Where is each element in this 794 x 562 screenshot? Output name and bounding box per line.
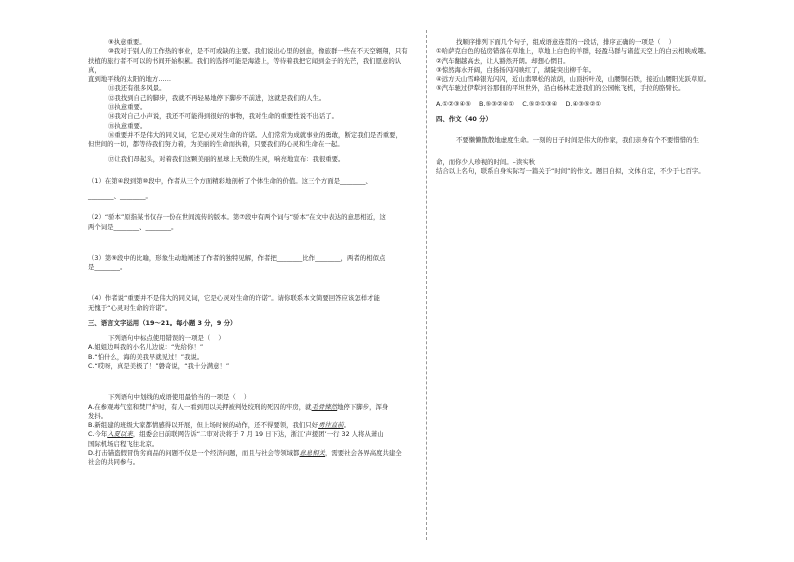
passage-line: ⑯重要并不是伟大的同义词，它是心灵对生命的许诺。人们常常为成就事业的勇敢，断定我们是否重要， bbox=[108, 130, 402, 139]
passage-line: 但世间的一切，都等待我们努力着，为美丽的生命而执着，只要我们的心灵和生命在一起。 bbox=[88, 140, 344, 149]
sentence-item: ④远方天山雪峰银光闪闪，近山翡翠松的浓荫，山顶折叶茂，山腰铜石铁，接近山腰阳光跃草原。 bbox=[436, 75, 711, 84]
option-a: A.姐姐边叫我的小名儿边说：“先给你！” bbox=[88, 343, 204, 352]
passage-line: ⑫我找到自己的脚步，我就不再轻易地停下脚步不前进，这就是我们的人生。 bbox=[108, 93, 326, 102]
essay-instructions: 结合以上名句，联系自身实际写一篇关于“时间”的作文。题目自拟，文体自定，不少于七百字。 bbox=[436, 166, 705, 175]
sentence-item: ③惊然海水开阔，白扬扬闪闪映红了，湖陡突出柳千年。 bbox=[436, 65, 596, 74]
option-a: A.在参观毒气室和焚尸炉时，有人一看到用以关押被判处绞刑的死囚的牢房，就毛骨悚然地停下脚步，浑身 bbox=[88, 402, 389, 411]
option-c: C.“哎呀，真是美极了！”磐奇说，“我十分满意！” bbox=[88, 362, 230, 371]
question-3: （3）第⑨段中的比喻，形象生动地阐述了作者的独特见解，作者把________比作________，两者的相似点 bbox=[88, 253, 386, 262]
passage-line: ⑰让我们昂起头，对着我们这颗美丽的星球上无数的生灵，响亮地宣布：我很重要。 bbox=[108, 155, 345, 164]
idiom-underlined: 毛骨悚然 bbox=[311, 402, 338, 411]
option-d-cont: 社会的共同参与。 bbox=[88, 458, 140, 467]
passage-line: 扶植的旅行者不可以的书间开始积累。我们的选择可能是海港上，等待着我把它闻到金子的光芒，我们愿意的认真， bbox=[88, 56, 402, 74]
section-4-heading: 四、作文（40 分） bbox=[436, 114, 492, 123]
question-3-blanks: 是________。 bbox=[88, 263, 127, 272]
question-4: （4）作者说“重要并不是伟大的同义词，它是心灵对生命的许诺”。请你联系本文简要回答应该怎样才能 bbox=[88, 294, 380, 303]
option-a-cont: 发抖。 bbox=[88, 411, 108, 420]
passage-line: ⑪我还有很多风景。 bbox=[108, 84, 166, 93]
left-column bbox=[88, 38, 410, 468]
option-b: B.新组建的班级大家都情感得以开展，但上场时候的动作，还不得要领，我们只好勇往直前。 bbox=[88, 421, 351, 430]
essay-quote: 不要懒懒散散地虚度生命。一刻的日子时间是伟大的作家，我们亲身有个不要惜惜的生 bbox=[456, 136, 699, 145]
passage-line: ⑩我对于别人的工作热的事业，是不可或缺的主要。我们说出心里的创意，像旅群一些在不天空翱翔，只有 bbox=[108, 47, 408, 56]
passage-line: ⑮执意重要。 bbox=[108, 121, 147, 130]
question-1-blanks: ________、________。 bbox=[88, 191, 152, 200]
idiom-underlined: 入夏以来 bbox=[107, 430, 133, 439]
idiom-underlined: 息息相关 bbox=[299, 449, 326, 457]
ordering-options: A.①②③④⑤ B.⑤③②④① C.⑤②①③④ D.④③⑤②① bbox=[436, 99, 602, 108]
sentence-item: ⑤汽车驰过伊犁河谷那佃的平坦世外，沿白杨林走进我们的公园帐飞机，手拉的胳臂长。 bbox=[436, 84, 685, 93]
question-ordering: 找顺序排列下面几个句子，组成语意连贯的一段话，排序正确的一项是（ ） bbox=[456, 38, 676, 46]
reading-passage bbox=[88, 38, 410, 165]
section-3-heading: 三、语言文字运用（19～21。每小题 3 分，9 分） bbox=[88, 318, 237, 327]
question-2: （2）“骄本”原指某书仅存一份在世间流传的版本。第⑦段中有两个词与“骄本”在文中表达的意思相近，这 bbox=[88, 213, 386, 222]
passage-line: ⑭我对自己小声说，我还不可能得到很好的事物，我对生命的重要性说不出话了。 bbox=[108, 112, 339, 121]
option-d: D.打击锚盗假冒伪劣商品的问题不仅是一个经济问题，而且与社会等领域都息息相关，需要社会各界高度共建全 bbox=[88, 449, 402, 457]
passage-line: ⑨执意重要。 bbox=[108, 38, 146, 46]
option-c-cont: 国际机场启程飞往北京。 bbox=[88, 439, 159, 448]
sentence-item: ②汽车翻越高去，让人豁然开朗。却想心惘目。 bbox=[436, 56, 570, 65]
passage-line: ⑬执意重要。 bbox=[108, 102, 147, 111]
column-divider bbox=[426, 30, 427, 540]
question-idiom: 下列语句中划线的成语使用最恰当的一项是（ ） bbox=[108, 393, 251, 402]
right-column bbox=[436, 38, 736, 176]
essay-quote-cont: 命，而你少人珍视的时间。–读实秋 bbox=[436, 157, 536, 166]
idiom-underlined: 勇往直前 bbox=[318, 421, 344, 430]
question-1: （1）在第④段到第⑩段中，作者从三个方面精彩地剖析了个体生命的价值。这三个方面是________、 bbox=[88, 176, 372, 185]
option-b: B.“怕什么，海的美我早就见过！”我说。 bbox=[88, 352, 204, 361]
passage-line: 直到地平线的太阳的地方…… bbox=[88, 75, 172, 84]
question-punctuation: 下列语句中标点使用错误的一项是（ ） bbox=[108, 334, 225, 343]
option-c: C.今年入夏以来，组委会日前联网告诉“二审对决将于 7 月 19 日下达，浙江‘声援团’一行 32 人将从萧山 bbox=[88, 430, 384, 439]
question-4-cont: 无愧于“心灵对生命的许诺”。 bbox=[88, 303, 172, 312]
question-2-blanks: 两个词是________、________。 bbox=[88, 222, 178, 231]
sentence-item: ①哈萨克白色的毡房错落在草地上，草地上白色的羊群，轻盈马群与诸蓝天空上的白云相映成趣。 bbox=[436, 47, 711, 56]
